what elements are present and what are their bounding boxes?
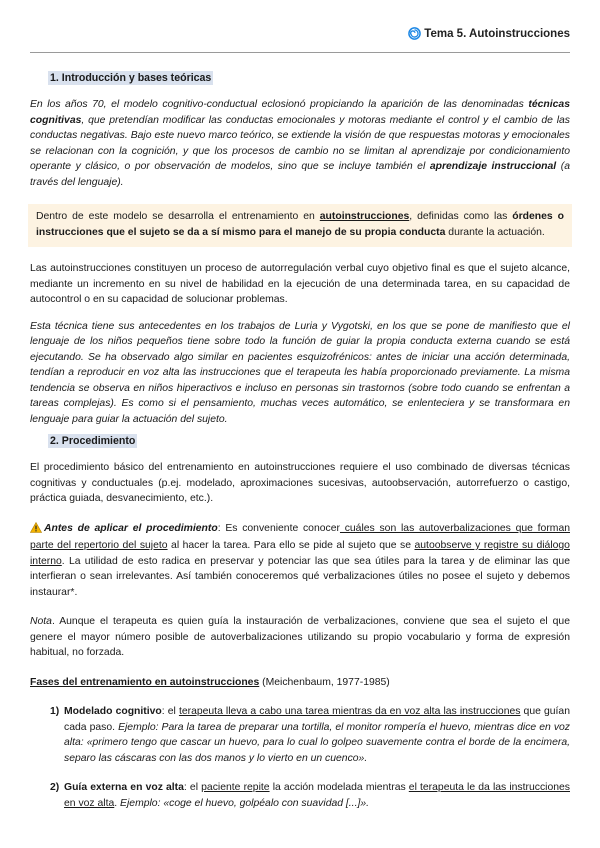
section1-paragraph-2: Las autoinstrucciones constituyen un proceso de autorregulación verbal cuyo objetivo final es que el sujeto alcance, mediante un incremento en su nivel de habilidad en la ejecución de una determinada tarea, en su capacidad de autocontrol o en su capacidad de solucionar problemas.	[30, 263, 570, 305]
phases-title: Fases del entrenamiento en autoinstrucciones (Meichenbaum, 1977-1985)	[30, 676, 390, 688]
note-paragraph: Nota. Aunque el terapeuta es quien guía la instauración de verbalizaciones, conviene que sea el sujeto el que genere el mayor número posible de autoverbalizaciones utilizando su propio vocabulario y forma de expresión habitual, no forzada.	[30, 616, 570, 658]
warning-icon	[30, 522, 42, 539]
phase-item-1: 1) Modelado cognitivo: el terapeuta lleva a cabo una tarea mientras da en voz alta las instrucciones que guían cada paso. Ejemplo: Para la tarea de preparar una tortilla, el monitor rompería el huevo, mientras dice en voz alta: «primero tengo que cascar un huevo, para lo cual lo golpeo suavemente contra el borde de la encimera, separo las cáscaras con las dos manos y lo vierto en un cuenco».	[50, 706, 570, 764]
definition-callout: Dentro de este modelo se desarrolla el entrenamiento en autoinstrucciones, definidas como las órdenes o instrucciones que el sujeto se da a sí mismo para el manejo de su propia conducta durante la actuación.	[28, 204, 572, 247]
header-divider	[30, 52, 570, 53]
page-header	[30, 27, 570, 47]
phase-item-2: 2) Guía externa en voz alta: el paciente repite la acción modelada mientras el terapeuta le da las instrucciones en voz alta. Ejemplo: «coge el huevo, golpéalo con suavidad [...]».	[50, 782, 570, 809]
spiral-icon	[408, 27, 421, 43]
main-content	[30, 70, 570, 811]
section2-paragraph-1: El procedimiento básico del entrenamiento en autoinstrucciones requiere el uso combinado de diversas técnicas cognitivas y conductuales (p.ej. modelado, aproximaciones sucesivas, autoobservación, autorrefuerzo o castigo, práctica guiada, desvanecimiento, etc.).	[30, 462, 570, 504]
header-title: Tema 5. Autoinstrucciones	[424, 28, 570, 40]
warning-paragraph: Antes de aplicar el procedimiento: Es conveniente conocer cuáles son las autoverbalizaciones que forman parte del repertorio del sujeto al hacer la tarea. Para ello se pide al sujeto que se autoobserve y registre su diálogo interno. La utilidad de esto radica en preservar y potenciar las que sea útiles para la tarea y de eliminar las que interfieran o sean irrelevantes. Así también conoceremos qué verbalizaciones útiles no posee el sujeto y debemos instaurar*.	[30, 522, 570, 598]
section1-intro-paragraph: En los años 70, el modelo cognitivo-conductual eclosionó propiciando la aparición de las denominadas técnicas cognitivas, que pretendían modificar las conductas emocionales y motoras mediante el control y el cambio de las conductas negativas. Bajo este nuevo marco teórico, se extiende la visión de que respuestas motoras y emocionales se relacionan con la cognición, y que los procesos de cambio no se limitan al aprendizaje por condicionamiento operante y clásico, o por observación de modelos, sino que se incluye también el aprendizaje instruccional (a través del lenguaje).	[30, 99, 570, 188]
phases-list	[30, 704, 570, 811]
section1-heading: 1. Introducción y bases teóricas	[50, 72, 212, 84]
section1-paragraph-3: Esta técnica tiene sus antecedentes en los trabajos de Luria y Vygotski, en los que se pone de manifiesto que el lenguaje de los niños pequeños tiene sobre todo la función de guiar la propia conducta externa cuando se está ejecutando. Se ha observado algo similar en pacientes esquizofrénicos: antes de iniciar una acción determinada, tendían a reproducir en voz alta las instrucciones que el terapeuta les había proporcionado previamente. La misma tendencia se observa en niños hiperactivos e incluso en personas sin trastornos (sobre todo cuando se enfrentan a tareas complejas). Es como si el pensamiento, muchas veces automático, se enlenteciera y se transformara en lenguaje para guiar la actuación del sujeto.	[30, 320, 570, 425]
section2-heading: 2. Procedimiento	[50, 435, 136, 447]
